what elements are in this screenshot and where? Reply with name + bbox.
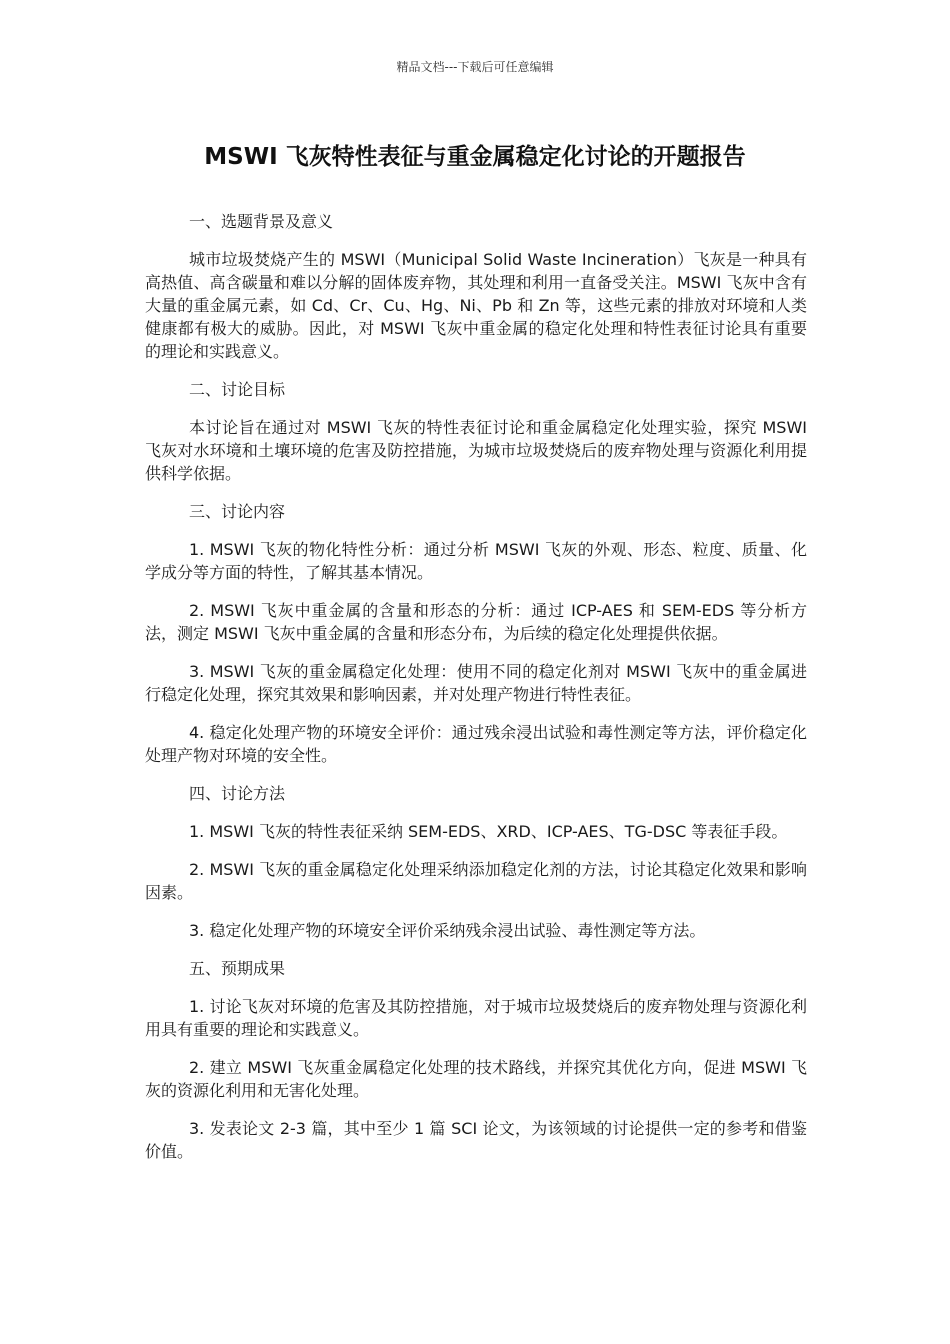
- document-body: [145, 210, 807, 1178]
- list-item: 3. MSWI 飞灰的重金属稳定化处理：使用不同的稳定化剂对 MSWI 飞灰中的重金属进行稳定化处理，探究其效果和影响因素，并对处理产物进行特性表征。: [145, 662, 807, 704]
- section-expected-results: [145, 957, 807, 1163]
- list-item: 1. MSWI 飞灰的物化特性分析：通过分析 MSWI 飞灰的外观、形态、粒度、质量、化学成分等方面的特性，了解其基本情况。: [145, 540, 807, 582]
- document-title: MSWI 飞灰特性表征与重金属稳定化讨论的开题报告: [204, 144, 746, 170]
- header-note: 精品文档---下载后可任意编辑: [396, 60, 554, 74]
- section-methods: [145, 782, 807, 942]
- list-item: 2. 建立 MSWI 飞灰重金属稳定化处理的技术路线，并探究其优化方向，促进 MSWI 飞灰的资源化利用和无害化处理。: [145, 1058, 807, 1100]
- section-background: [145, 210, 807, 363]
- section-heading: 四、讨论方法: [189, 784, 286, 803]
- section-heading: 一、选题背景及意义: [189, 212, 334, 231]
- section-heading: 五、预期成果: [189, 959, 286, 978]
- list-item: 2. MSWI 飞灰中重金属的含量和形态的分析：通过 ICP-AES 和 SEM-EDS 等分析方法，测定 MSWI 飞灰中重金属的含量和形态分布，为后续的稳定化处理提供依据。: [145, 601, 807, 643]
- list-item: 3. 稳定化处理产物的环境安全评价采纳残余浸出试验、毒性测定等方法。: [189, 921, 706, 940]
- section-heading: 三、讨论内容: [189, 502, 286, 521]
- list-item: 2. MSWI 飞灰的重金属稳定化处理采纳添加稳定化剂的方法，讨论其稳定化效果和影响因素。: [145, 860, 807, 902]
- list-item: 4. 稳定化处理产物的环境安全评价：通过残余浸出试验和毒性测定等方法，评价稳定化处理产物对环境的安全性。: [145, 723, 807, 765]
- section-objectives: [145, 378, 807, 485]
- paragraph: 本讨论旨在通过对 MSWI 飞灰的特性表征讨论和重金属稳定化处理实验，探究 MSWI 飞灰对水环境和土壤环境的危害及防控措施，为城市垃圾焚烧后的废弃物处理与资源化利用提供科学依据。: [145, 418, 807, 483]
- list-item: 1. MSWI 飞灰的特性表征采纳 SEM-EDS、XRD、ICP-AES、TG-DSC 等表征手段。: [189, 822, 788, 841]
- section-heading: 二、讨论目标: [189, 380, 286, 399]
- list-item: 3. 发表论文 2-3 篇，其中至少 1 篇 SCI 论文，为该领域的讨论提供一定的参考和借鉴价值。: [145, 1119, 807, 1161]
- list-item: 1. 讨论飞灰对环境的危害及其防控措施，对于城市垃圾焚烧后的废弃物处理与资源化利用具有重要的理论和实践意义。: [145, 997, 807, 1039]
- section-content: [145, 500, 807, 767]
- paragraph: 城市垃圾焚烧产生的 MSWI（Municipal Solid Waste Incineration）飞灰是一种具有高热值、高含碳量和难以分解的固体废弃物，其处理和利用一直备受关注。MSWI 飞灰中含有大量的重金属元素，如 Cd、Cr、Cu、Hg、Ni、Pb 和 Zn 等，这些元素的排放对环境和人类健康都有极大的威胁。因此，对 MSWI 飞灰中重金属的稳定化处理和特性表征讨论具有重要的理论和实践意义。: [145, 250, 807, 361]
